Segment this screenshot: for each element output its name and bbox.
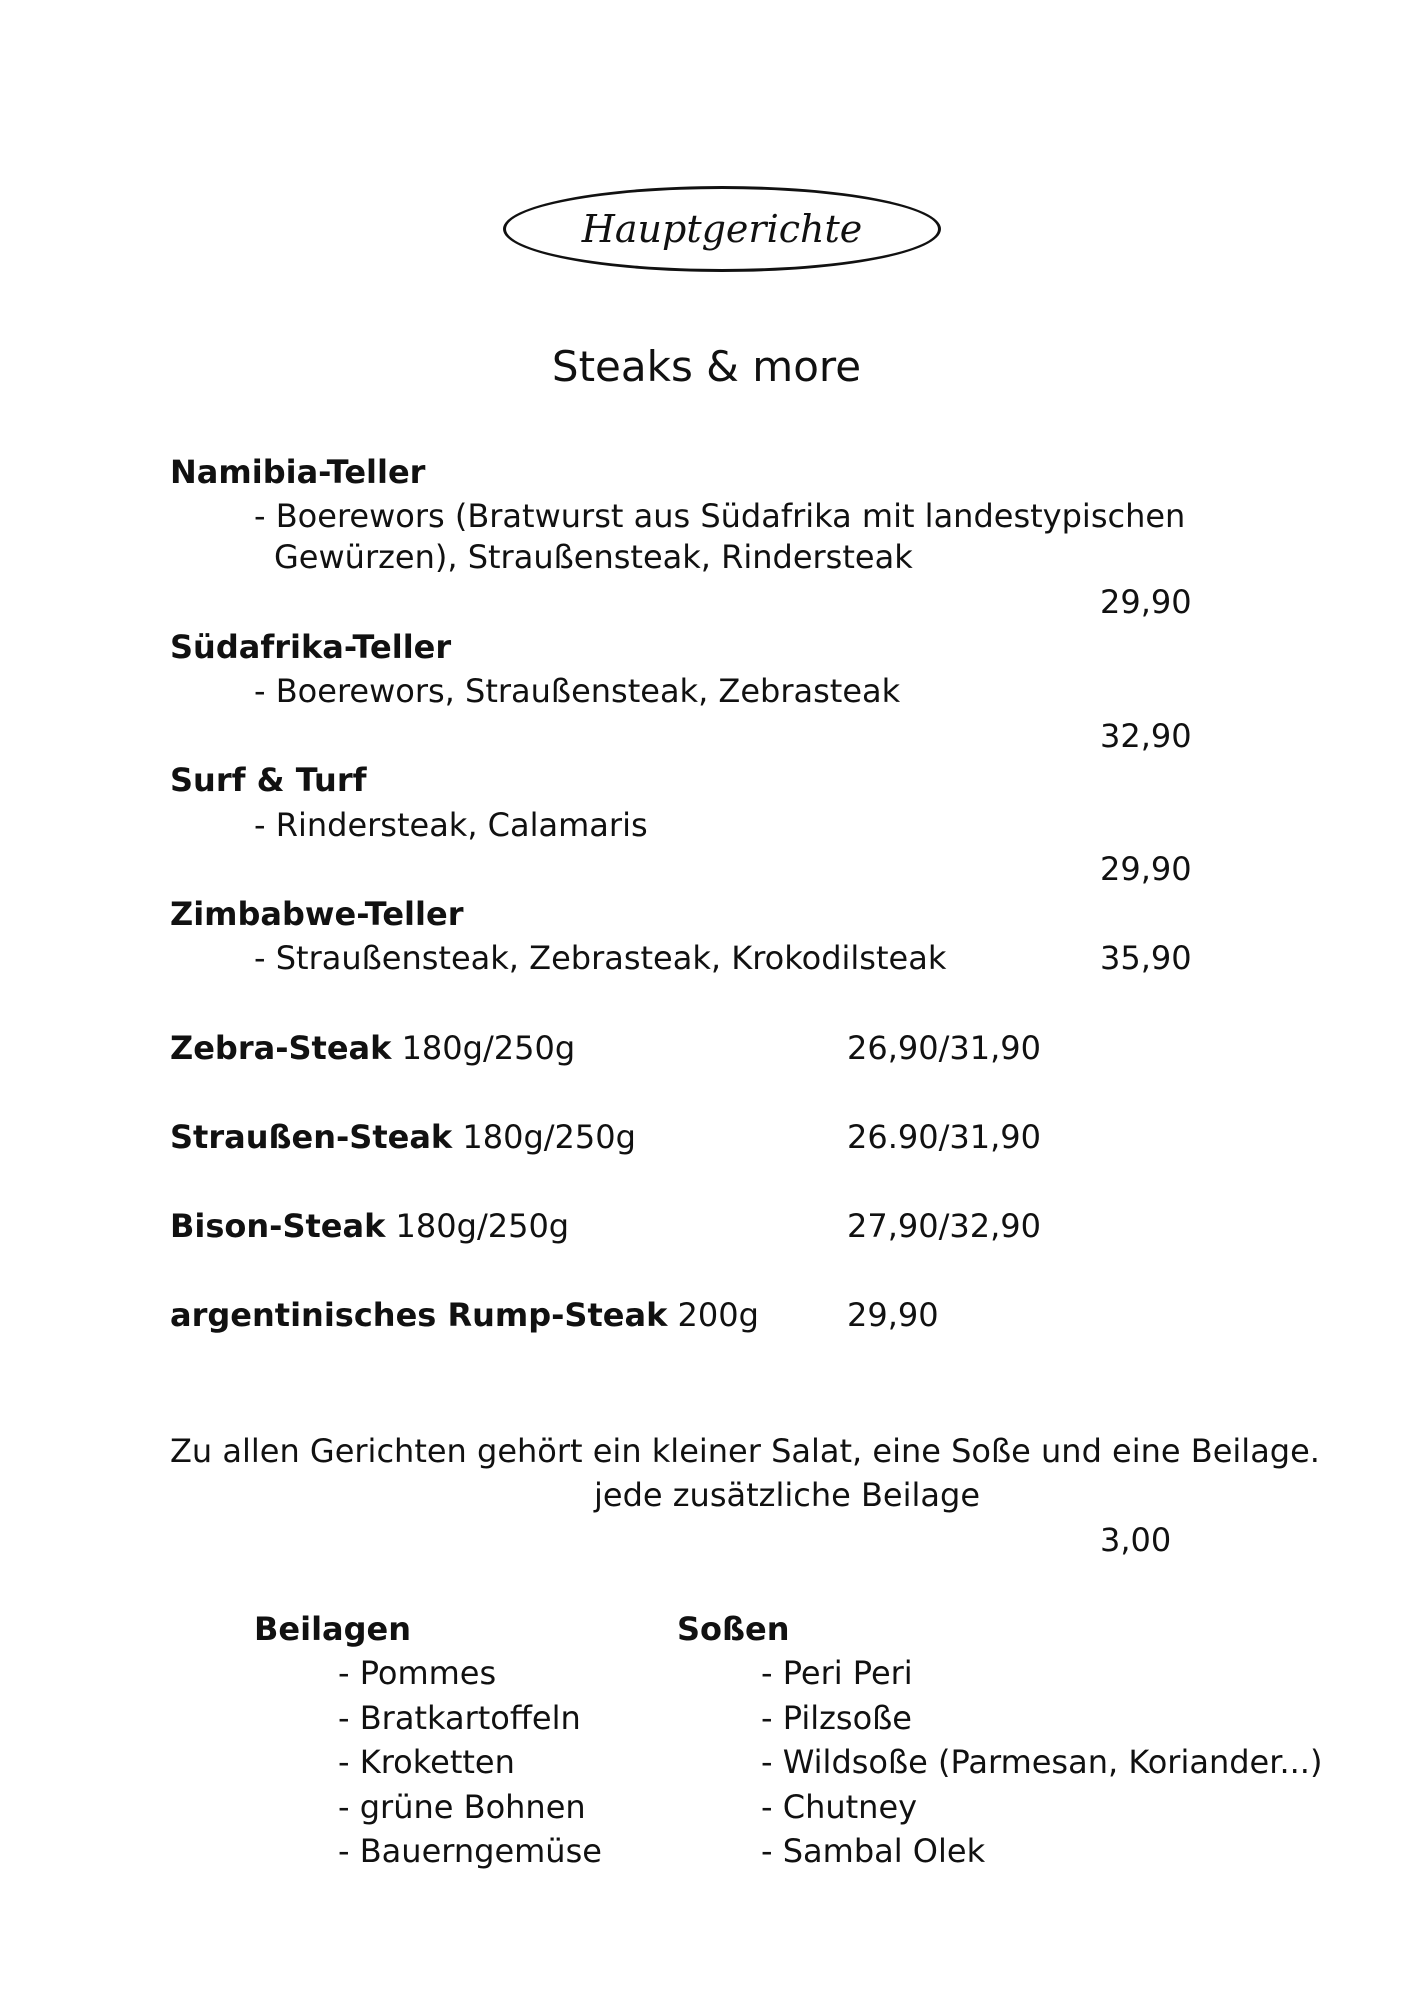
note-text: Zu allen Gerichten gehört ein kleiner Salat, eine Soße und eine Beilage. — [170, 1432, 1320, 1470]
sauce-item: - Pilzsoße — [761, 1699, 912, 1737]
steak-name: Bison-Steak — [170, 1207, 386, 1245]
page-title: Hauptgerichte — [581, 207, 863, 251]
section-subtitle: Steaks & more — [551, 342, 862, 391]
platter-price: 32,90 — [1100, 717, 1192, 755]
side-item: - Kroketten — [338, 1743, 515, 1781]
platter-price: 35,90 — [1100, 939, 1192, 977]
steak-item — [170, 1295, 759, 1335]
steak-price: 26.90/31,90 — [847, 1118, 1041, 1156]
platter-name: Südafrika-Teller — [170, 628, 452, 666]
platter-name: Surf & Turf — [170, 761, 367, 799]
platter-price: 29,90 — [1100, 583, 1192, 621]
side-item: - Pommes — [338, 1654, 497, 1692]
platter-name: Namibia-Teller — [170, 453, 426, 491]
steak-weight: 200g — [677, 1296, 759, 1334]
steak-price: 27,90/32,90 — [847, 1207, 1041, 1245]
steak-name: argentinisches Rump-Steak — [170, 1296, 668, 1334]
sauce-item: - Sambal Olek — [761, 1832, 986, 1870]
extra-side-price: 3,00 — [1100, 1521, 1172, 1559]
steak-weight: 180g/250g — [401, 1029, 576, 1067]
platter-description: - Rindersteak, Calamaris — [254, 806, 648, 844]
steak-price: 29,90 — [847, 1296, 939, 1334]
side-item: - Bauerngemüse — [338, 1832, 602, 1870]
platter-description: - Boerewors (Bratwurst aus Südafrika mit landestypischen — [254, 497, 1186, 535]
sauce-item: - Chutney — [761, 1788, 918, 1826]
sides-heading: Beilagen — [254, 1610, 412, 1648]
steak-weight: 180g/250g — [462, 1118, 636, 1156]
steak-name: Zebra-Steak — [170, 1029, 392, 1067]
platter-description: - Straußensteak, Zebrasteak, Krokodilsteak — [254, 939, 947, 977]
side-item: - grüne Bohnen — [338, 1788, 586, 1826]
extra-side-text: jede zusätzliche Beilage — [594, 1476, 980, 1514]
steak-item — [170, 1028, 575, 1068]
sauce-item: - Peri Peri — [761, 1654, 913, 1692]
platter-name: Zimbabwe-Teller — [170, 895, 464, 933]
steak-price: 26,90/31,90 — [847, 1029, 1041, 1067]
steak-weight: 180g/250g — [395, 1207, 570, 1245]
steak-item — [170, 1206, 569, 1246]
steak-name: Straußen-Steak — [170, 1118, 453, 1156]
sauce-item: - Wildsoße (Parmesan, Koriander...) — [761, 1743, 1323, 1781]
platter-price: 29,90 — [1100, 850, 1192, 888]
sauces-heading: Soßen — [677, 1610, 790, 1648]
side-item: - Bratkartoffeln — [338, 1699, 581, 1737]
steak-item — [170, 1117, 636, 1157]
platter-description: - Boerewors, Straußensteak, Zebrasteak — [254, 672, 901, 710]
platter-description: Gewürzen), Straußensteak, Rindersteak — [274, 538, 913, 576]
